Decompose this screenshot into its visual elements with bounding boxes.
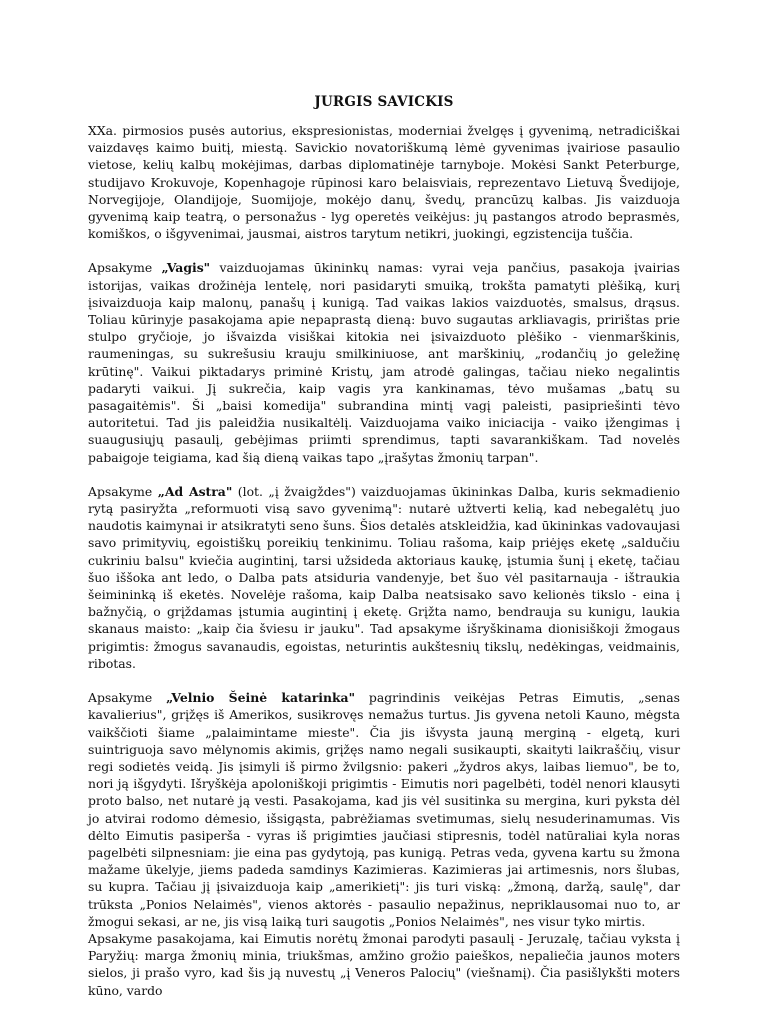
paragraph-text: pagrindinis veikėjas Petras Eimutis, „senas kavalierius", grįžęs iš Amerikos, susikrovęs nemažus turtus. Jis gyvena netoli Kauno, mėgsta vaikščioti šiame „palaimintame mieste". Čia jis išvysta jauną merginą - elgetą, kuri suintriguoja savo mėlynomis akimis, grįžęs namo negali susikaupti, skaityti laikraščių, visur regi sodietės veidą. Jis įsimyli iš pirmo žvilgsnio: pakeri „žydros akys, laibas liemuo", be to, nori ją išgydyti. Išryškėja apoloniškoji prigimtis - Eimutis nori pagelbėti, todėl nenori klausyti proto balso, net nutarė ją vesti. Pasakojama, kad jis vėl susitinka su mergina, kuri pyksta dėl jo atvirai rodomo dėmesio, išsigąsta, pabrėžiamas svetimumas, sielų nesuderinamumas. Vis dėlto Eimutis pasiperša - vyras iš prigimties jaučiasi stipresnis, todėl natūraliai kyla noras pagelbėti silpnesniam: jie eina pas gydytoją, pas kunigą. Petras veda, gyvena kartu su žmona mažame ūkelyje, jiems padeda samdinys Kazimieras. Kazimieras jai artimesnis, nors šlubas, su kupra. Tačiau jį įsivaizduoja kaip „amerikietį": jis turi viską: „žmoną, daržą, saulę", dar trūksta „Ponios Nelaimės", vienos aktorės - pasaulio nepažinus, nepriklausomai nuo to, ar žmogui sekasi, ar ne, jis visą laiką turi saugotis „Ponios Nelaimės", nes visur tyko mirtis. — [88, 690, 680, 929]
paragraph-continuation — [88, 930, 680, 999]
document-body — [88, 122, 680, 999]
work-title-bold: „Ad Astra" — [157, 483, 233, 499]
paragraph-ad-astra — [88, 483, 680, 672]
paragraph-velnio-katarinka — [88, 689, 680, 930]
paragraph-text: Apsakyme — [88, 483, 158, 499]
paragraph-text: Apsakyme — [88, 260, 162, 276]
paragraph-intro — [88, 122, 680, 242]
paragraph-text: vaizduojamas ūkininkų namas: vyrai veja pančius, pasakoja įvairias istorijas, vaikas drožinėja lentelę, nori pasidaryti smuiką, trokšta pamatyti plėšiką, kurį įsivaizduoja kaip malonų, panašų į kunigą. Tad vaikas lakios vaizduotės, smalsus, drąsus. Toliau kūrinyje pasakojama apie nepaprastą dieną: buvo sugautas arkliavagis, pririštas prie stulpo gryčioje, jo išvaizda visiškai kitokia nei įsivaizduoto plėšiko - vienmarškinis, raumeningas, su sukrešusiu krauju smilkiniuose, ant marškinių, „rodančių jo geležinę krūtinę". Vaikui piktadarys priminė Kristų, jam atrodė galingas, tačiau nieko negalintis padaryti vaikui. Jį sukrečia, kaip vagis yra kankinamas, tėvo mušamas „batų su pasagaitėmis". Ši „baisi komedija" subrandina mintį vagį paleisti, pasipriešinti tėvo autoritetui. Tad jis paleidžia nusikaltėlį. Vaizduojama vaiko iniciacija - vaiko įžengimas į suaugusiųjų pasaulį, gebėjimas priimti sprendimus, tapti savarankiškam. Tad novelės pabaigoje teigiama, kad šią dieną vaikas tapo „įrašytas žmonių tarpan". — [88, 260, 681, 465]
paragraph-text: Apsakyme — [88, 690, 167, 706]
work-title-bold: „Velnio Šeinė katarinka" — [166, 690, 356, 706]
paragraph-text: (lot. „į žvaigždes") vaizduojamas ūkininkas Dalba, kuris sekmadienio rytą pasiryžta „reformuoti visą savo gyvenimą": nutarė užtverti kelią, kad nebegalėtų juo naudotis kaimynai ir atsikratyti seno šuns. Šios detalės atskleidžia, kad ūkininkas vadovaujasi savo primityvių, egoistiškų poreikių tenkinimu. Toliau rašoma, kaip priėjęs eketę „saldučiu cukriniu balsu" kviečia augintinį, tarsi užsideda aktoriaus kaukę, įstumia šunį į eketę, tačiau šuo iššoka ant ledo, o Dalba pats atsiduria vandenyje, bet šuo vėl pasitarnauja - ištraukia šeimininką iš eketės. Novelėje rašoma, kaip Dalba neatsisako savo kelionės tikslo - eina į bažnyčią, o grįždamas įstumia augintinį į eketę. Grįžta namo, bendrauja su kunigu, laukia skanaus maisto: „kaip čia šviesu ir jauku". Tad apsakyme išryškinama dionisiškoji žmogaus prigimtis: žmogus savanaudis, egoistas, neturintis aukštesnių tikslų, nedėkingas, veidmainis, ribotas. — [88, 483, 681, 671]
paragraph-text: XXa. pirmosios pusės autorius, ekspresionistas, moderniai žvelgęs į gyvenimą, netradiciškai vaizdavęs kaimo buitį, miestą. Savickio novatoriškumą lėmė gyvenimas įvairiose pasaulio vietose, kelių kalbų mokėjimas, darbas diplomatinėje tarnyboje. Mokėsi Sankt Peterburge, studijavo Krokuvoje, Kopenhagoje rūpinosi karo belaisviais, reprezentavo Lietuvą Švedijoje, Norvegijoje, Olandijoje, Suomijoje, mokėjo danų, švedų, prancūzų kalbas. Jis vaizduoja gyvenimą kaip teatrą, o personažus - lyg operetės veikėjus: jų pastangos atrodo beprasmės, komiškos, o išgyvenimai, jausmai, aistros tarytum netikri, juokingi, egzistencija tuščia. — [88, 123, 680, 242]
paragraph-vagis — [88, 259, 680, 465]
document-title: JURGIS SAVICKIS — [314, 94, 454, 110]
work-title-bold: „Vagis" — [161, 260, 211, 276]
paragraph-text: Apsakyme pasakojama, kai Eimutis norėtų žmonai parodyti pasaulį - Jeruzalę, tačiau vyksta į Paryžių: marga žmonių minia, triukšmas, amžino grožio paieškos, nepaliečia jaunos moters sielos, ji prašo vyro, kad šis ją nuvestų „į Veneros Palocių" (viešnamį). Čia pasišlykšti moters kūno, vardo — [88, 930, 680, 998]
